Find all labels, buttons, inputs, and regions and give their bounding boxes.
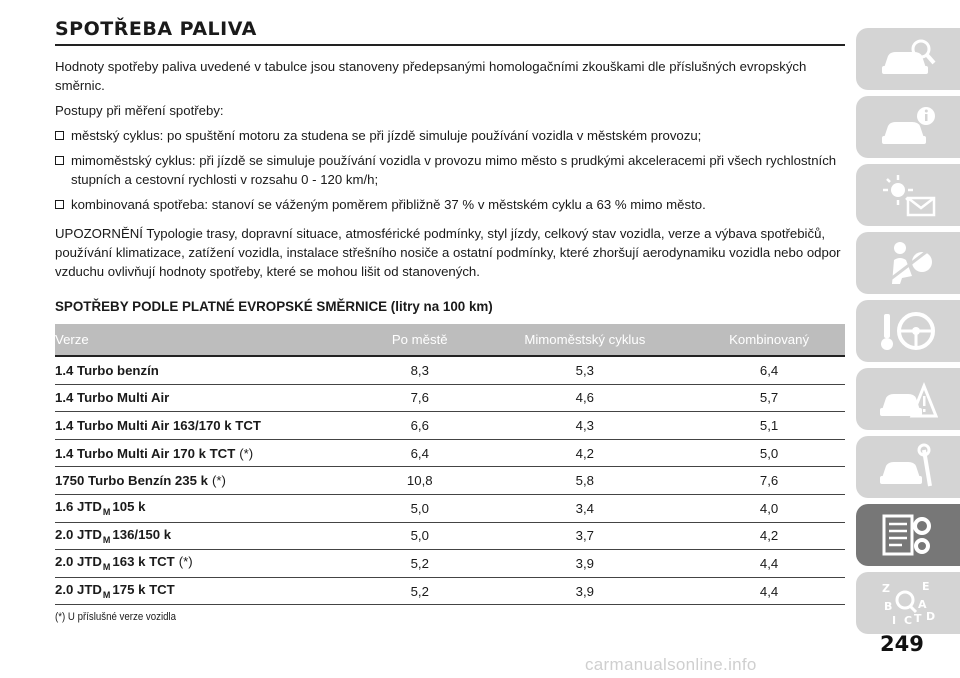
version-subscript: M bbox=[102, 562, 111, 573]
footnote-mark: (*) bbox=[178, 554, 193, 570]
version-subscript: M bbox=[102, 534, 111, 545]
version-name: 1.6 JTD bbox=[55, 499, 102, 515]
section-title: SPOTŘEBA PALIVA bbox=[55, 18, 845, 46]
extra-urban-value: 5,3 bbox=[477, 356, 694, 384]
version-cell bbox=[55, 522, 363, 550]
header-verze: Verze bbox=[55, 324, 363, 356]
extra-urban-value: 3,9 bbox=[477, 577, 694, 605]
svg-text:T: T bbox=[914, 612, 922, 625]
city-value: 5,0 bbox=[363, 494, 477, 522]
svg-text:E: E bbox=[922, 580, 930, 593]
car-info-icon bbox=[878, 102, 938, 152]
version-cell bbox=[55, 356, 363, 384]
tab-safety[interactable] bbox=[856, 232, 960, 294]
version-suffix: 105 k bbox=[112, 499, 146, 515]
city-value: 5,2 bbox=[363, 550, 477, 578]
city-value: 6,4 bbox=[363, 439, 477, 467]
page-content bbox=[55, 18, 845, 623]
extra-urban-value: 4,2 bbox=[477, 439, 694, 467]
tab-starting-driving[interactable] bbox=[856, 300, 960, 362]
page-number: 249 bbox=[880, 632, 924, 656]
tab-technical-data[interactable] bbox=[856, 504, 960, 566]
svg-text:I: I bbox=[892, 614, 897, 627]
car-search-icon bbox=[878, 34, 938, 84]
combined-value: 4,2 bbox=[693, 522, 845, 550]
technical-data-icon bbox=[878, 510, 938, 560]
combined-value: 4,4 bbox=[693, 577, 845, 605]
header-extra-urban: Mimoměstský cyklus bbox=[477, 324, 694, 356]
svg-text:Z: Z bbox=[882, 582, 890, 595]
combined-value: 4,4 bbox=[693, 550, 845, 578]
version-name: 1.4 Turbo Multi Air 170 k TCT bbox=[55, 445, 236, 461]
tab-car-info[interactable] bbox=[856, 96, 960, 158]
version-suffix: 136/150 k bbox=[112, 526, 172, 542]
warning-paragraph: UPOZORNĚNÍ Typologie trasy, dopravní situace, atmosférické podmínky, styl jízdy, celkový stav vozidla, verze a výbava spotřebičů, používání klimatizace, zatížení vozidla, instalace střešního nosiče a ostatní podmínky, které zhoršují aerodynamiku vozidla nebo odpor vzduchu ovlivňují hodnoty spotřeby, které se mohou lišit od stanovených. bbox=[55, 226, 841, 279]
table-row bbox=[55, 494, 845, 522]
steering-wheel-key-icon bbox=[878, 306, 938, 356]
table-row bbox=[55, 412, 845, 440]
table-row bbox=[55, 356, 845, 384]
svg-text:A: A bbox=[918, 598, 927, 611]
list-item bbox=[55, 151, 845, 189]
bullet-text: kombinovaná spotřeba: stanoví se váženým poměrem přibližně 37 % v městském cyklu a 63 % mimo město. bbox=[71, 197, 706, 212]
procedures-label: Postupy při měření spotřeby: bbox=[55, 103, 224, 118]
svg-text:D: D bbox=[926, 610, 936, 623]
tab-car-search[interactable] bbox=[856, 28, 960, 90]
version-cell bbox=[55, 550, 363, 578]
table-row bbox=[55, 577, 845, 605]
bullet-text: městský cyklus: po spuštění motoru za studena se při jízdě simuluje používání vozidla v městském provozu; bbox=[71, 128, 702, 143]
version-cell bbox=[55, 494, 363, 522]
checkbox-bullet-icon bbox=[55, 200, 64, 209]
combined-value: 6,4 bbox=[693, 356, 845, 384]
table-heading: SPOTŘEBY PODLE PLATNÉ EVROPSKÉ SMĚRNICE (litry na 100 km) bbox=[55, 299, 493, 314]
version-name: 2.0 JTD bbox=[55, 526, 102, 542]
combined-value: 5,0 bbox=[693, 439, 845, 467]
intro-paragraph: Hodnoty spotřeby paliva uvedené v tabulce jsou stanoveny předepsanými homologačními zkouškami dle příslušných evropských směrnic. bbox=[55, 59, 807, 93]
city-value: 6,6 bbox=[363, 412, 477, 440]
version-name: 2.0 JTD bbox=[55, 582, 102, 598]
table-row bbox=[55, 550, 845, 578]
consumption-table bbox=[55, 324, 845, 605]
tab-index[interactable] bbox=[856, 572, 960, 634]
extra-urban-value: 3,9 bbox=[477, 550, 694, 578]
version-cell bbox=[55, 439, 363, 467]
bullet-list bbox=[55, 126, 845, 214]
version-name: 2.0 JTD bbox=[55, 554, 102, 570]
airbag-passenger-icon bbox=[878, 238, 938, 288]
combined-value: 5,7 bbox=[693, 384, 845, 412]
watermark: carmanualsonline.info bbox=[585, 655, 757, 674]
city-value: 7,6 bbox=[363, 384, 477, 412]
checkbox-bullet-icon bbox=[55, 131, 64, 140]
version-name: 1750 Turbo Benzín 235 k bbox=[55, 473, 208, 489]
combined-value: 4,0 bbox=[693, 494, 845, 522]
checkbox-bullet-icon bbox=[55, 156, 64, 165]
svg-text:B: B bbox=[884, 600, 893, 613]
footnote-mark: (*) bbox=[239, 445, 254, 461]
list-item bbox=[55, 126, 845, 145]
footnote-mark: (*) bbox=[211, 473, 226, 489]
tab-maintenance[interactable] bbox=[856, 436, 960, 498]
alphabetical-index-icon bbox=[878, 578, 938, 628]
version-cell bbox=[55, 577, 363, 605]
header-combined: Kombinovaný bbox=[693, 324, 845, 356]
version-cell bbox=[55, 412, 363, 440]
version-name: 1.4 Turbo benzín bbox=[55, 362, 159, 378]
table-row bbox=[55, 384, 845, 412]
warning-lights-icon bbox=[878, 170, 938, 220]
version-name: 1.4 Turbo Multi Air 163/170 k TCT bbox=[55, 417, 261, 433]
version-cell bbox=[55, 384, 363, 412]
version-name: 1.4 Turbo Multi Air bbox=[55, 390, 170, 406]
tab-emergency[interactable] bbox=[856, 368, 960, 430]
car-breakdown-warning-icon bbox=[878, 374, 938, 424]
version-subscript: M bbox=[102, 507, 111, 518]
extra-urban-value: 3,4 bbox=[477, 494, 694, 522]
extra-urban-value: 5,8 bbox=[477, 467, 694, 495]
city-value: 10,8 bbox=[363, 467, 477, 495]
table-header-row bbox=[55, 324, 845, 356]
extra-urban-value: 4,3 bbox=[477, 412, 694, 440]
table-row bbox=[55, 522, 845, 550]
version-subscript: M bbox=[102, 590, 111, 601]
version-suffix: 175 k TCT bbox=[112, 582, 175, 598]
version-suffix: 163 k TCT bbox=[112, 554, 175, 570]
svg-text:C: C bbox=[904, 614, 913, 627]
table-row bbox=[55, 439, 845, 467]
combined-value: 5,1 bbox=[693, 412, 845, 440]
tab-warning-lights[interactable] bbox=[856, 164, 960, 226]
version-cell bbox=[55, 467, 363, 495]
table-row bbox=[55, 467, 845, 495]
extra-urban-value: 4,6 bbox=[477, 384, 694, 412]
city-value: 5,0 bbox=[363, 522, 477, 550]
extra-urban-value: 3,7 bbox=[477, 522, 694, 550]
header-city: Po městě bbox=[363, 324, 477, 356]
chapter-sidebar bbox=[856, 28, 960, 640]
footnote: (*) U příslušné verze vozidla bbox=[55, 611, 177, 624]
city-value: 5,2 bbox=[363, 577, 477, 605]
list-item bbox=[55, 195, 845, 214]
city-value: 8,3 bbox=[363, 356, 477, 384]
bullet-text: mimoměstský cyklus: při jízdě se simuluje používání vozidla v provozu mimo město s prudkými akceleracemi při všech rychlostních stupních a cestovní rychlosti v rozsahu 0 - 120 km/h; bbox=[71, 153, 837, 187]
combined-value: 7,6 bbox=[693, 467, 845, 495]
car-wrench-icon bbox=[878, 442, 938, 492]
